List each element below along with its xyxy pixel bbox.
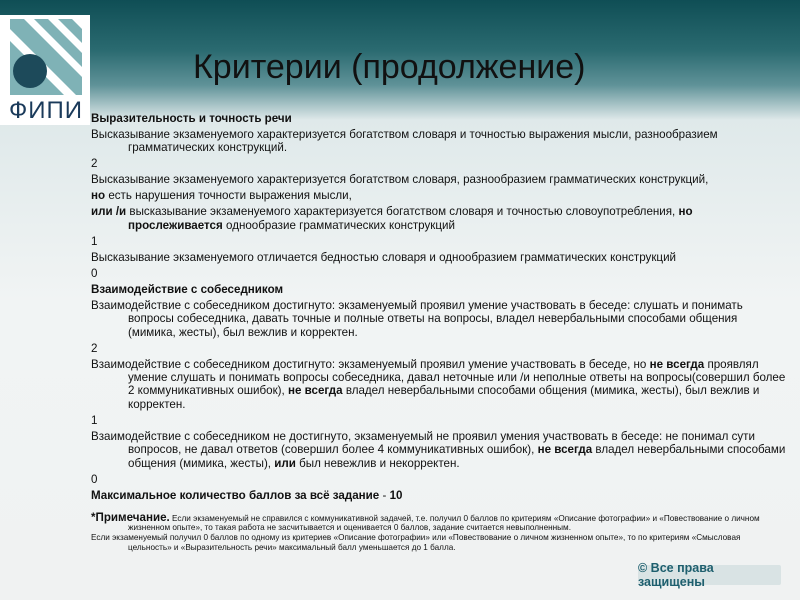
criteria-text: -	[382, 488, 390, 502]
criteria-line	[91, 112, 786, 125]
criteria-text: 0	[91, 266, 98, 280]
fipi-logo	[0, 15, 90, 125]
criteria-line	[91, 342, 786, 355]
criteria-text: Взаимодействие с собеседником	[91, 282, 284, 296]
note-paragraph-1	[91, 510, 786, 534]
criteria-text: 1	[91, 413, 98, 427]
criteria-text: Взаимодействие с собеседником не достигнуто, экзаменуемый не проявил умения участвовать в беседе: не понимал сути вопросов, не давал ответов (совершил более 4 коммуникативных ошибок),	[91, 429, 755, 457]
criteria-text: или /и	[91, 205, 127, 219]
criteria-line	[91, 358, 786, 412]
criteria-text: Взаимодействие с собеседником достигнуто: экзаменуемый проявил умение участвовать в беседе: слушать и понимать вопросы собеседника, давать точные и полные ответы на вопросы, владел невербальными способами общения (мимика, жесты), был вежлив и корректен.	[91, 298, 743, 339]
criteria-content	[91, 112, 786, 553]
criteria-line	[91, 267, 786, 280]
criteria-text: 2	[91, 341, 98, 355]
criteria-text: или	[274, 456, 296, 470]
note-paragraph-2: Если экзаменуемый получил 0 баллов по одному из критериев «Описание фотографии» или «Повествование о личном жизненном опыте», то по критериям «Смысловая цельность» и «Выразительность речи» максимальный балл уменьшается до 1 балла.	[91, 533, 741, 553]
criteria-line	[91, 414, 786, 427]
criteria-list	[91, 112, 786, 502]
criteria-text: Высказывание экзаменуемого отличается бедностью словаря и однообразием грамматических конструкций	[91, 250, 677, 264]
criteria-text: проявлял умение слушать и понимать вопросы собеседника, давал неточные или /и неполные ответы на вопросы(совершил более 2 коммуникативных ошибок),	[128, 357, 786, 398]
criteria-line	[91, 473, 786, 486]
criteria-line	[91, 205, 786, 232]
note-label: *Примечание.	[91, 510, 170, 524]
criteria-line	[91, 189, 786, 202]
criteria-text: не всегда	[537, 443, 593, 457]
criteria-text: но прослеживается	[128, 205, 693, 232]
criteria-line	[91, 489, 786, 502]
criteria-line	[91, 299, 786, 339]
criteria-line	[91, 251, 786, 264]
copyright-badge: © Все права защищены	[638, 565, 781, 585]
logo-text: ФИПИ	[9, 97, 83, 124]
criteria-line	[91, 283, 786, 296]
criteria-line	[91, 235, 786, 248]
criteria-line	[91, 157, 786, 170]
criteria-text: не всегда	[287, 384, 343, 398]
criteria-text: владел невербальными способами общения (мимика, жесты),	[128, 443, 786, 470]
criteria-text: Выразительность и точность речи	[91, 112, 292, 125]
criteria-text: Высказывание экзаменуемого характеризуется богатством словаря и точностью выражения мысли, разнообразием грамматических конструкций.	[91, 128, 718, 155]
note-text-1: Если экзаменуемый не справился с коммуникативной задачей, т.е. получил 0 баллов по критериям «Описание фотографии» и «Повествование о личном жизненном опыте», то такая работа не засчитывается и оценивается 0 баллов, задание считается невыполненным.	[128, 513, 760, 533]
criteria-text: 10	[389, 488, 403, 502]
criteria-text: не всегда	[649, 357, 705, 371]
criteria-text: был невежлив и некорректен.	[295, 456, 460, 470]
logo-graphic	[10, 19, 82, 95]
criteria-text: 0	[91, 472, 98, 486]
criteria-text: владел невербальными способами общения (мимика, жесты), был вежлив и корректен.	[128, 384, 760, 411]
criteria-line	[91, 173, 786, 186]
criteria-text: однообразие грамматических конструкций	[222, 218, 455, 232]
criteria-text: но	[91, 189, 106, 203]
criteria-text: есть нарушения точности выражения мысли,	[105, 189, 352, 203]
criteria-text: 1	[91, 234, 98, 248]
criteria-text: высказывание экзаменуемого характеризуется богатством словаря и точностью словоупотребления,	[126, 205, 679, 219]
criteria-line	[91, 430, 786, 470]
slide-title: Критерии (продолжение)	[193, 48, 586, 86]
criteria-line	[91, 128, 786, 155]
criteria-text: Высказывание экзаменуемого характеризуется богатством словаря, разнообразием грамматических конструкций,	[91, 173, 709, 187]
criteria-text: 2	[91, 157, 98, 171]
criteria-text: Взаимодействие с собеседником достигнуто: экзаменуемый проявил умение участвовать в беседе, но	[91, 357, 650, 371]
criteria-text: Максимальное количество баллов за всё задание	[91, 488, 383, 502]
